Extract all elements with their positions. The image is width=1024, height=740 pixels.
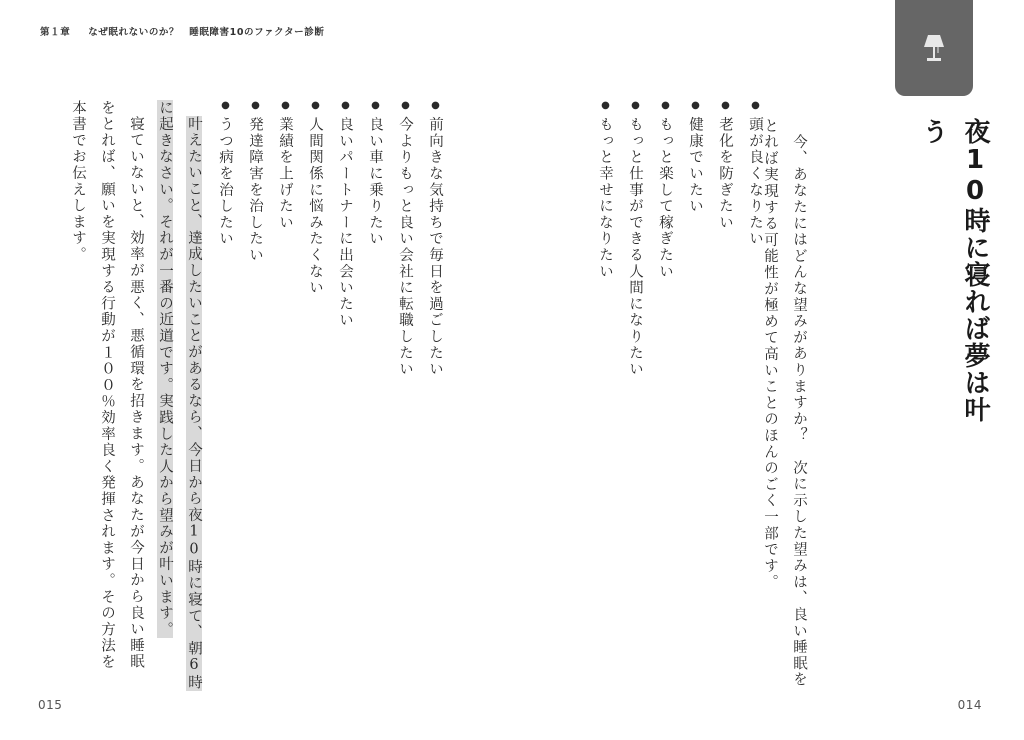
list-item: ● もっと幸せになりたい: [590, 100, 620, 430]
running-header: [40, 24, 324, 38]
wish-list-b: [210, 100, 450, 430]
chapter-title: なぜ眠れないのか？ 睡眠障害10のファクター診断: [88, 27, 325, 38]
intro-line: 今、あなたにはどんな望みがありますか？ 次に示した望みは、良い睡眠を: [791, 134, 807, 689]
list-item: ● 今よりもっと良い会社に転職したい: [390, 100, 420, 430]
list-item: ● 業績を上げたい: [270, 100, 300, 430]
wish-list-a: [590, 100, 770, 430]
list-item: ● 前向きな気持ちで毎日を過ごしたい: [420, 100, 450, 430]
section-tab: [895, 0, 973, 96]
closing-paragraph: [63, 100, 208, 691]
list-item: ● うつ病を治したい: [210, 100, 240, 430]
closing-line: 寝ていないと、効率が悪く、悪循環を招きます。あなたが今日から良い睡眠: [128, 116, 144, 671]
closing-line: をとれば、願いを実現する行動が１００％効率良く発揮されます。その方法を: [99, 100, 115, 671]
list-item: ● もっと仕事ができる人間になりたい: [620, 100, 650, 430]
list-item: ● 健康でいたい: [680, 100, 710, 430]
page-number-right: 014: [957, 698, 982, 712]
list-item: ● 良い車に乗りたい: [360, 100, 390, 430]
list-item: ● 発達障害を治したい: [240, 100, 270, 430]
list-item: ● もっと楽して稼ぎたい: [650, 100, 680, 430]
list-item: ● 良いパートナーに出会いたい: [330, 100, 360, 430]
highlighted-sentence: 叶えたいこと、達成したいことがあるなら、今日から夜10時に寝て、朝6時: [186, 116, 202, 691]
highlighted-sentence: に起きなさい。それが一番の近道です。実践した人から望みが叶います。: [157, 100, 173, 638]
list-item: ● 人間関係に悩みたくない: [300, 100, 330, 430]
lamp-icon: [923, 33, 945, 63]
list-item: ● 老化を防ぎたい: [710, 100, 740, 430]
closing-line: 本書でお伝えします。: [70, 100, 86, 263]
intro-line: とれば実現する可能性が極めて高いことのほんのごく一部です。: [762, 118, 778, 591]
page-number-left: 015: [38, 698, 63, 712]
chapter-label: 第１章: [40, 27, 71, 38]
list-item: ● 頭が良くなりたい: [740, 100, 770, 430]
section-title: 夜10時に寝れば夢は叶う: [918, 118, 990, 423]
